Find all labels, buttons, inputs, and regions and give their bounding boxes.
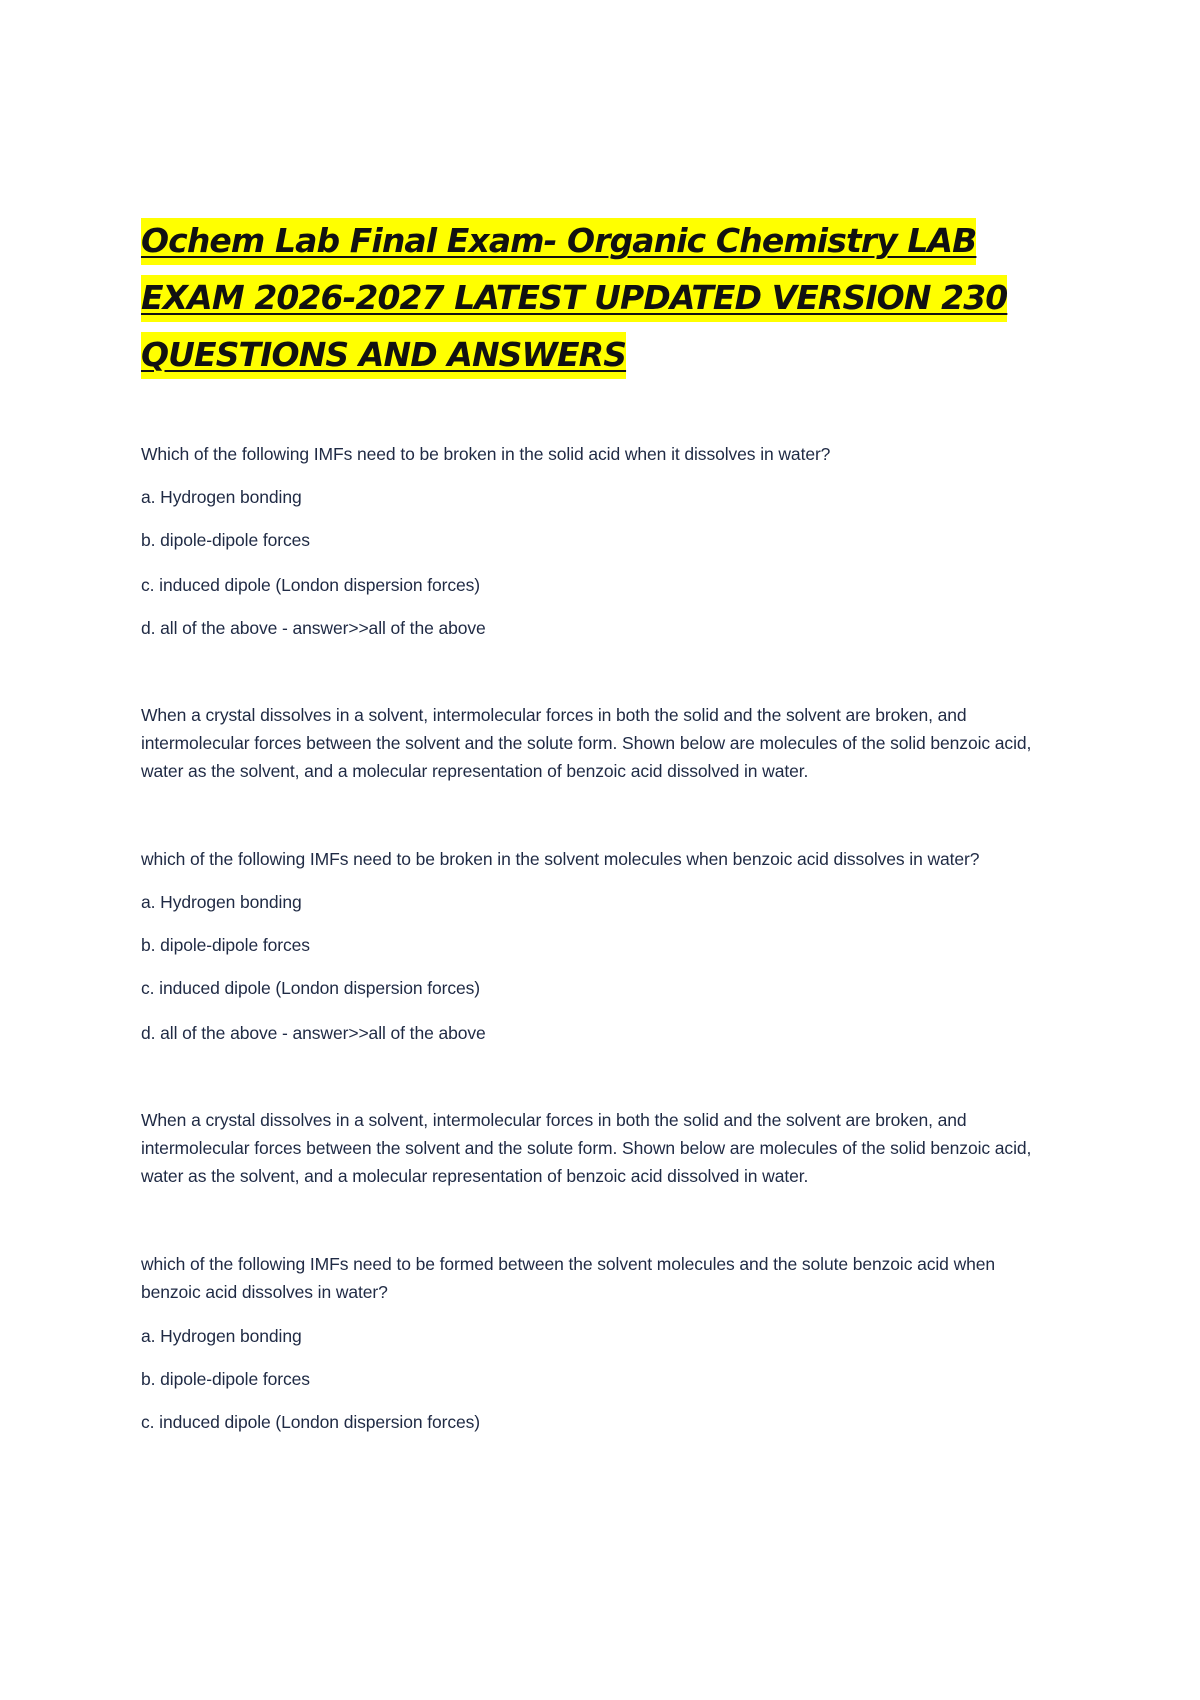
question-2-option-b: b. dipole-dipole forces: [141, 935, 310, 955]
question-3-option-b: b. dipole-dipole forces: [141, 1369, 310, 1389]
question-1-option-c: c. induced dipole (London dispersion forces): [141, 575, 481, 595]
question-1-option-d: d. all of the above - answer>>all of the above: [141, 618, 486, 638]
question-1-option-b: b. dipole-dipole forces: [141, 530, 310, 550]
question-1-option-a: a. Hydrogen bonding: [141, 487, 302, 507]
question-2-option-d: d. all of the above - answer>>all of the above: [141, 1023, 486, 1043]
question-3-option-c: c. induced dipole (London dispersion forces): [141, 1412, 481, 1432]
question-2-text: which of the following IMFs need to be broken in the solvent molecules when benzoic acid dissolves in water?: [141, 849, 980, 869]
context-paragraph-2: When a crystal dissolves in a solvent, intermolecular forces in both the solid and the solvent are broken, and intermolecular forces between the solvent and the solute form. Shown below are molecules of the solid benzoic acid, water as the solvent, and a molecular representation of benzoic acid dissolved in water.: [141, 1110, 1032, 1186]
document-title: [141, 212, 1041, 383]
question-3-option-a: a. Hydrogen bonding: [141, 1326, 302, 1346]
question-2-option-c: c. induced dipole (London dispersion forces): [141, 978, 481, 998]
question-2-option-a: a. Hydrogen bonding: [141, 892, 302, 912]
question-3-text: which of the following IMFs need to be formed between the solvent molecules and the solute benzoic acid when benzoic acid dissolves in water?: [141, 1254, 996, 1302]
document-title-text: Ochem Lab Final Exam- Organic Chemistry LAB EXAM 2026-2027 LATEST UPDATED VERSION 230 QUESTIONS AND ANSWERS: [141, 218, 1007, 379]
question-1-text: Which of the following IMFs need to be broken in the solid acid when it dissolves in water?: [141, 444, 831, 464]
context-paragraph-1: When a crystal dissolves in a solvent, intermolecular forces in both the solid and the solvent are broken, and intermolecular forces between the solvent and the solute form. Shown below are molecules of the solid benzoic acid, water as the solvent, and a molecular representation of benzoic acid dissolved in water.: [141, 705, 1032, 781]
